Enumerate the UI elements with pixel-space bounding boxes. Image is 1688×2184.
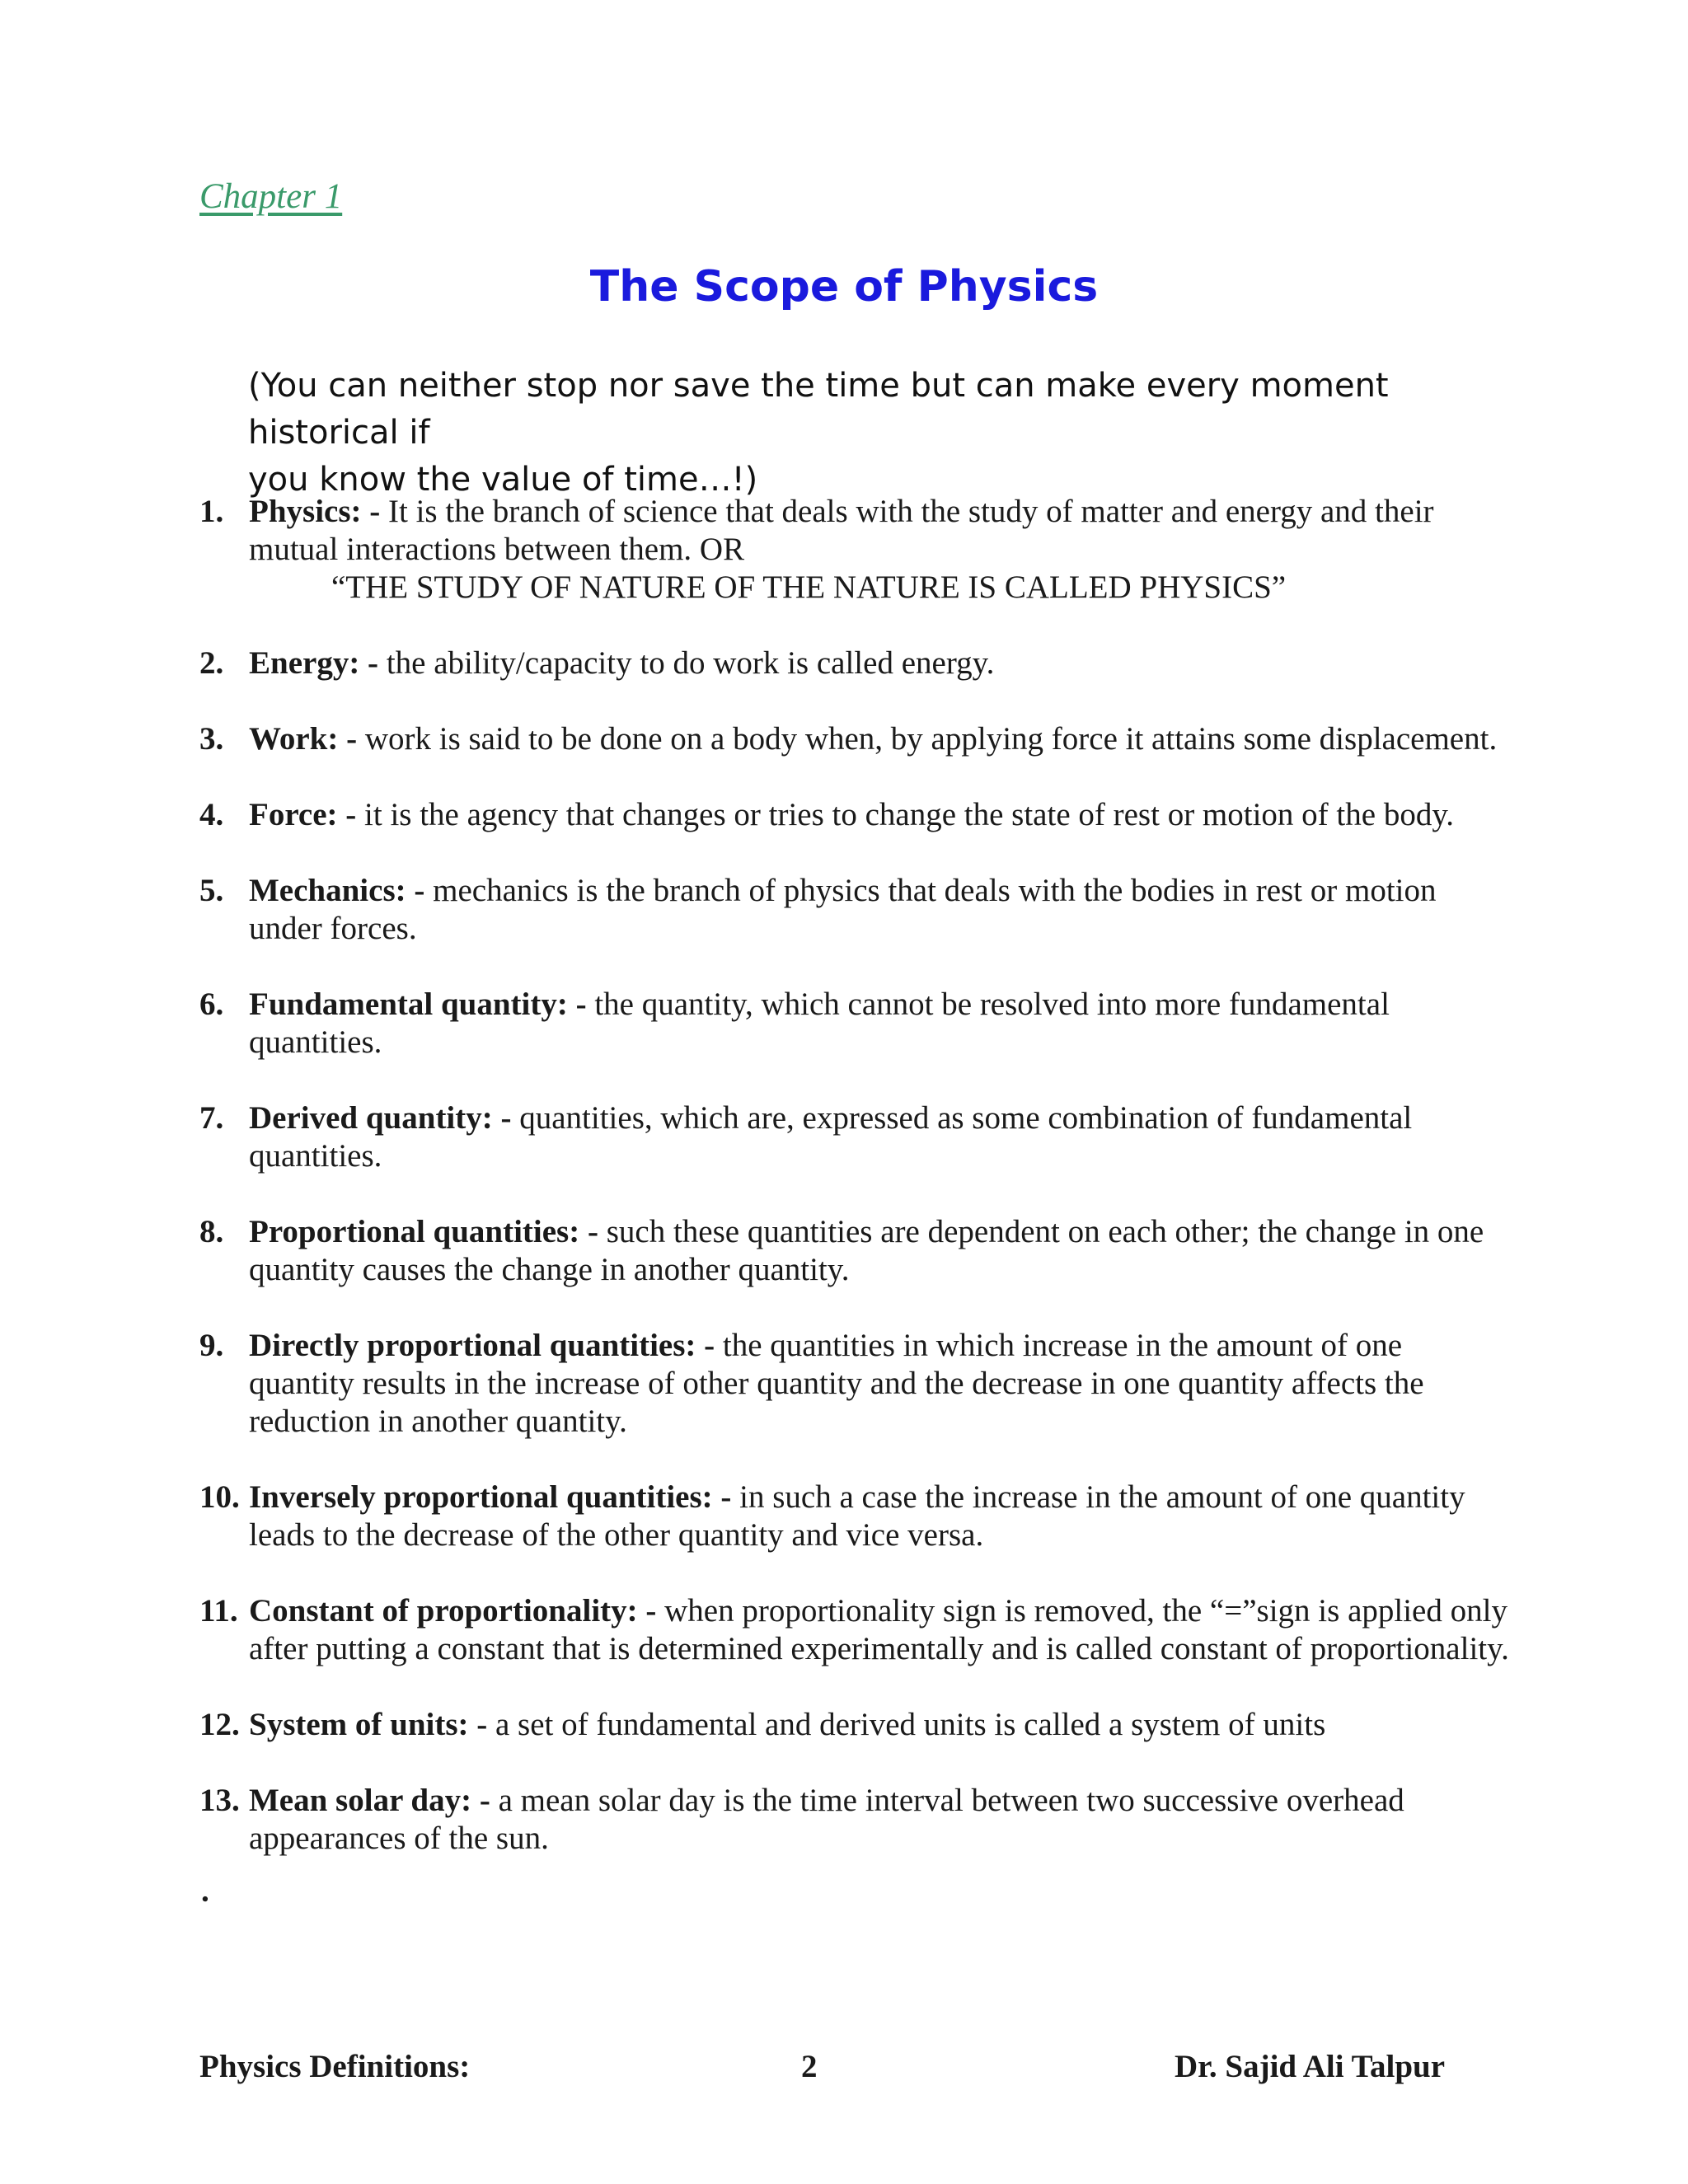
definitions-list [199,493,1510,1858]
list-item [199,1099,1510,1175]
list-item [199,720,1510,758]
item-number: 1. [199,494,224,529]
item-term: Physics: - [249,494,381,529]
item-term: Fundamental quantity: - [249,987,587,1022]
item-term: Mean solar day: - [249,1783,490,1818]
item-number: 10. [199,1479,240,1515]
list-item [199,1706,1510,1744]
item-text: the ability/capacity to do work is called energy. [378,645,995,681]
list-item [199,986,1510,1062]
item-text: a set of fundamental and derived units is called a system of units [487,1707,1326,1742]
list-item [199,1479,1510,1554]
chapter-label[interactable]: Chapter 1 [199,177,343,216]
item-text: mechanics is the branch of physics that deals with the bodies in rest or motion under forces. [249,873,1437,946]
item-text: in such a case the increase in the amount of one quantity leads to the decrease of the other quantity and vice versa. [249,1479,1465,1553]
item-term: Directly proportional quantities: - [249,1328,715,1363]
item-text: when proportionality sign is removed, the “=”sign is applied only after putting a constant that is determined experimentally and is called constant of proportionality. [249,1593,1509,1666]
list-item [199,1213,1510,1289]
item-term: Inversely proportional quantities: - [249,1479,732,1515]
item-number: 5. [199,873,224,908]
list-item [199,1782,1510,1858]
item-text: work is said to be done on a body when, by applying force it attains some displacement. [357,721,1498,757]
item-term: Derived quantity: - [249,1100,512,1136]
item-number: 4. [199,797,224,832]
list-item [199,796,1510,834]
item-number: 3. [199,721,224,757]
item-number: 2. [199,645,224,681]
item-term: Mechanics: - [249,873,425,908]
item-number: 8. [199,1214,224,1249]
quote [248,363,1501,504]
quote-line-1: (You can neither stop nor save the time but can make every moment historical if [248,367,1389,452]
item-text: it is the agency that changes or tries to change the state of rest or motion of the body. [356,797,1455,832]
item-number: 12. [199,1707,240,1742]
list-item [199,644,1510,682]
list-item [199,1327,1510,1441]
item-text: such these quantities are dependent on each other; the change in one quantity causes the change in another quantity. [249,1214,1484,1287]
quote-line-2: you know the value of time…!) [248,461,758,499]
footer-title: Physics Definitions: [199,2049,471,2084]
item-term: System of units: - [249,1707,488,1742]
item-number: 13. [199,1783,240,1818]
page-title: The Scope of Physics [589,262,1099,312]
list-item [199,493,1510,607]
list-item [199,872,1510,948]
page-number: 2 [801,2049,818,2084]
item-number: 6. [199,987,224,1022]
item-text: quantities, which are, expressed as some combination of fundamental quantities. [249,1100,1413,1174]
item-extra-line: “THE STUDY OF NATURE OF THE NATURE IS CALLED PHYSICS” [331,569,1287,605]
item-text: the quantity, which cannot be resolved into more fundamental quantities. [249,987,1390,1060]
item-text: a mean solar day is the time interval between two successive overhead appearances of the sun. [249,1783,1404,1856]
item-text: It is the branch of science that deals with the study of matter and energy and their mutual interactions between them. OR [249,494,1434,567]
item-term: Energy: - [249,645,379,681]
item-text: the quantities in which increase in the amount of one quantity results in the increase of other quantity and the decrease in one quantity affects the reduction in another quantity. [249,1328,1424,1439]
item-term: Proportional quantities: - [249,1214,598,1249]
item-number: 9. [199,1328,224,1363]
item-term: Work: - [249,721,358,757]
footer-author: Dr. Sajid Ali Talpur [1175,2049,1446,2084]
item-number: 7. [199,1100,224,1136]
item-number: 11. [199,1593,238,1629]
list-item [199,1592,1510,1668]
stray-dot: . [201,1873,209,1909]
item-term: Constant of proportionality: - [249,1593,657,1629]
item-term: Force: - [249,797,357,832]
